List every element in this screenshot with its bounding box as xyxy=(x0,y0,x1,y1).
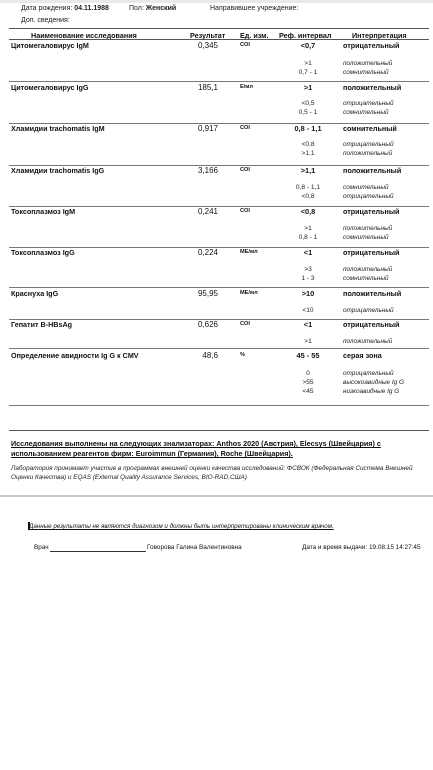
sub-interp: высокоавидные Ig G xyxy=(343,379,404,386)
test-interp: отрицательный xyxy=(343,41,400,50)
referral-label: Направившее учреждение: xyxy=(210,5,299,12)
test-name: Хламидии trachomatis IgM xyxy=(11,124,105,133)
sub-ref: >1,1 xyxy=(301,150,315,157)
test-interp: сомнительный xyxy=(343,124,397,133)
test-result: 95,95 xyxy=(197,289,218,298)
doctor-signature-line xyxy=(50,551,146,552)
test-interp: отрицательный xyxy=(343,248,400,257)
test-unit: МЕ/мл xyxy=(240,290,258,296)
test-interp: положительный xyxy=(343,166,402,175)
test-result: 0,626 xyxy=(197,320,218,329)
row-divider xyxy=(9,287,429,288)
sub-interp: отрицательный xyxy=(343,370,394,377)
top-strip xyxy=(0,0,433,3)
sub-ref: 1 - 3 xyxy=(301,275,315,282)
test-result: 0,224 xyxy=(197,248,218,257)
sub-interp: отрицательный xyxy=(343,100,394,107)
sub-interp: сомнительный xyxy=(343,275,389,282)
sub-interp: отрицательный xyxy=(343,193,394,200)
row-divider xyxy=(9,348,429,349)
sub-interp: сомнительный xyxy=(343,109,389,116)
test-ref: <1 xyxy=(303,320,313,329)
sub-ref: <0,5 xyxy=(301,100,315,107)
test-interp: серая зона xyxy=(343,351,382,360)
sex-field xyxy=(129,5,176,12)
test-name: Цитомегаловирус IgM xyxy=(11,41,89,50)
sub-interp: сомнительный xyxy=(343,69,389,76)
test-result: 185,1 xyxy=(197,83,218,92)
doctor-label: Врач xyxy=(34,544,49,551)
test-result: 0,917 xyxy=(197,124,218,133)
sub-interp: положительный xyxy=(343,266,393,273)
sub-interp: сомнительный xyxy=(343,234,389,241)
sub-ref: >1 xyxy=(304,225,312,232)
sub-interp: положительный xyxy=(343,225,393,232)
sub-interp: отрицательный xyxy=(343,307,394,314)
test-ref: >10 xyxy=(301,289,315,298)
issued-datetime xyxy=(302,544,421,551)
sub-interp: низкоавидные Ig G xyxy=(343,388,400,395)
test-name: Краснуха IgG xyxy=(11,289,59,298)
test-unit: COI xyxy=(240,125,250,131)
col-header-unit: Ед. изм. xyxy=(240,31,269,40)
table-header-rule xyxy=(9,39,429,40)
test-name: Токсоплазмоз IgM xyxy=(11,207,76,216)
test-unit: % xyxy=(240,352,245,358)
table-bottom-rule xyxy=(9,430,429,431)
test-ref: <0,8 xyxy=(300,207,316,216)
test-ref: <0,7 xyxy=(300,41,316,50)
analyzers-note: Исследования выполнены на следующих знализаторах: Anthos 2020 (Австрия), Elecsys (Швейцария) с использованием реагентов фирм: Euroimmun (Германия), Roche (Швейцария). xyxy=(11,439,381,458)
test-name: Хламидии trachomatis IgG xyxy=(11,166,105,175)
test-ref: 0,8 - 1,1 xyxy=(294,124,322,133)
test-unit: COI xyxy=(240,208,250,214)
col-header-result: Результат xyxy=(190,31,226,40)
test-unit: COI xyxy=(240,42,250,48)
section-divider xyxy=(0,495,433,497)
test-unit: МЕ/мл xyxy=(240,249,258,255)
test-name: Определение авидности Ig G к CMV xyxy=(11,351,139,360)
lab-quality-note: Лаборатория принимает участие в программах внешней оценки качества исследований: ФСВОК (Федеральная Система Внешней Оценки Качества) и EQAS (External Quality Assurance Services, BIO-RAD,США) xyxy=(11,465,413,481)
row-divider xyxy=(9,405,429,406)
doctor-name: Говорова Галина Валентиновна xyxy=(147,544,242,551)
test-unit: COI xyxy=(240,321,250,327)
test-ref: >1,1 xyxy=(300,166,316,175)
test-result: 0,345 xyxy=(197,41,218,50)
sub-interp: положительный xyxy=(343,60,393,67)
dob-label: Дата рождения: xyxy=(21,5,73,12)
sub-interp: отрицательный xyxy=(343,141,394,148)
col-header-interp: Интерпретация xyxy=(352,31,407,40)
test-interp: положительный xyxy=(343,83,402,92)
sub-ref: >1 xyxy=(304,338,312,345)
test-name: Цитомегаловирус IgG xyxy=(11,83,89,92)
dob-value: 04.11.1988 xyxy=(74,5,109,12)
test-name: Гепатит B-HBsAg xyxy=(11,320,73,329)
sub-ref: 0,8 - 1,1 xyxy=(295,184,321,191)
test-ref: 45 - 55 xyxy=(296,351,320,360)
col-header-name: Наименование исследования xyxy=(31,31,137,40)
test-result: 3,166 xyxy=(197,166,218,175)
sex-label: Пол: xyxy=(129,5,144,12)
issued-label: Дата и время выдачи: xyxy=(302,544,368,551)
sub-ref: <0,8 xyxy=(301,193,315,200)
sub-interp: положительный xyxy=(343,150,393,157)
row-divider xyxy=(9,81,429,82)
sub-ref: <0,8 xyxy=(301,141,315,148)
test-interp: отрицательный xyxy=(343,207,400,216)
sub-ref: 0,5 - 1 xyxy=(298,109,318,116)
col-header-ref: Реф. интервал xyxy=(279,31,332,40)
sub-ref: <45 xyxy=(302,388,314,395)
test-result: 0,241 xyxy=(197,207,218,216)
sex-value: Женский xyxy=(145,5,177,12)
sub-ref: 0,8 - 1 xyxy=(298,234,318,241)
dob-field xyxy=(21,5,109,12)
test-interp: отрицательный xyxy=(343,320,400,329)
extra-info-label: Доп. сведения: xyxy=(21,17,70,24)
issued-value: 19.08.15 14:27:45 xyxy=(369,544,421,551)
sub-ref: >55 xyxy=(302,379,314,386)
test-interp: положительный xyxy=(343,289,402,298)
test-unit: COI xyxy=(240,167,250,173)
test-result: 48,6 xyxy=(202,351,218,360)
disclaimer-text: Данные результаты не являются диагнозом и должны быть интерпретированы клиническим врачом. xyxy=(29,523,334,530)
sub-ref: >1 xyxy=(304,60,312,67)
sub-ref: 0 xyxy=(306,370,310,377)
test-unit: Е/мл xyxy=(240,84,253,90)
test-name: Токсоплазмоз IgG xyxy=(11,248,75,257)
sub-ref: >3 xyxy=(304,266,312,273)
test-ref: >1 xyxy=(303,83,313,92)
test-ref: <1 xyxy=(303,248,313,257)
sub-ref: <10 xyxy=(302,307,314,314)
sub-interp: положительный xyxy=(343,338,393,345)
table-top-rule xyxy=(9,28,429,29)
sub-ref: 0,7 - 1 xyxy=(298,69,318,76)
sub-interp: сомнительный xyxy=(343,184,389,191)
